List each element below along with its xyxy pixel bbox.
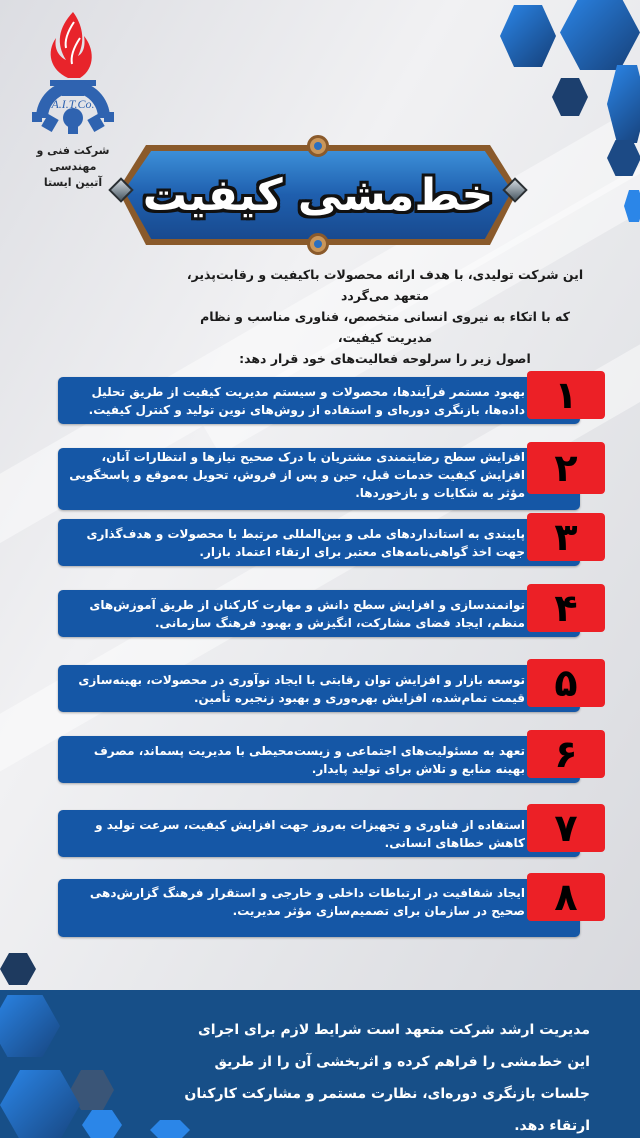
principle-text: توانمندسازی و افزایش سطح دانش و مهارت کارکنان از طریق آموزش‌های منظم، ایجاد فضای مشارکت، انگیزش و بهبود فرهنگ سازمانی. [89,598,525,630]
management-commitment-statement: مدیریت ارشد شرکت متعهد است شرایط لازم برای اجرای این خط‌مشی را فراهم کرده و اثربخشی آن را از طریق جلسات بازنگری دوره‌ای، نظارت مستمر و مشارکت کارکنان ارتقاء دهد. [184,1022,590,1134]
decorative-hexagon [0,953,36,985]
intro-line: این شرکت تولیدی، با هدف ارائه محصولات باکیفیت و رقابت‌پذیر، متعهد می‌گردد [186,267,584,303]
company-name-line1: شرکت فنی و مهندسی [36,144,110,173]
title-banner [118,145,518,245]
principle-number-badge: ۳ [527,513,605,561]
principle-item-6 [58,730,605,784]
principle-item-1 [58,371,605,425]
principle-item-2 [58,442,605,500]
company-logo [18,8,128,191]
principle-item-4 [58,584,605,638]
svg-text:A.I.T.Co.: A.I.T.Co. [51,97,95,111]
principle-text: افزایش سطح رضایتمندی مشتریان با درک صحیح نیازها و انتظارات آنان، افزایش کیفیت خدمات قبل، حین و پس از فروش، تحویل به‌موقع و پاسخگویی مؤثر به شکایات و بازخوردها. [69,450,525,500]
principle-number-badge: ۸ [527,873,605,921]
principle-text: استفاده از فناوری و تجهیزات به‌روز جهت افزایش کیفیت، سرعت تولید و کاهش خطاهای انسانی. [95,818,525,850]
principle-number-badge: ۲ [527,442,605,494]
page-title: خط‌مشی کیفیت [142,169,494,221]
principle-text: بهبود مستمر فرآیندها، محصولات و سیستم مدیریت کیفیت از طریق تحلیل داده‌ها، بازنگری دوره‌ای و استفاده از روش‌های نوین تولید و کنترل کیفیت. [88,385,525,417]
intro-line: که با اتکاء به نیروی انسانی متخصص، فناوری مناسب و نظام مدیریت کیفیت، [200,309,570,345]
decorative-hexagon [82,1110,122,1138]
company-name-line2: آتبین ایستا [43,176,103,189]
principle-text: ایجاد شفافیت در ارتباطات داخلی و خارجی و استقرار فرهنگ گزارش‌دهی صحیح در سازمان برای تصمیم‌سازی مؤثر مدیریت. [89,886,525,918]
principle-item-5 [58,659,605,713]
principle-text: تعهد به مسئولیت‌های اجتماعی و زیست‌محیطی با مدیریت پسماند، مصرف بهینه منابع و تلاش برای تولید پایدار. [93,744,525,776]
decorative-hexagon [500,5,556,67]
principle-item-8 [58,873,605,927]
torch-gear-icon [28,8,118,143]
decorative-hexagon [552,78,588,116]
principle-text: توسعه بازار و افزایش توان رقابتی با ایجاد نوآوری در محصولات، بهینه‌سازی قیمت تمام‌شده، افزایش بهره‌وری و بهبود زنجیره تأمین. [78,673,525,705]
principle-number-badge: ۴ [527,584,605,632]
principle-number-badge: ۷ [527,804,605,852]
principle-number-badge: ۱ [527,371,605,419]
principle-item-3 [58,513,605,567]
intro-line: اصول زیر را سرلوحه فعالیت‌های خود قرار دهد: [239,351,531,366]
decorative-hexagon [0,995,60,1057]
footer-panel [0,990,640,1138]
decorative-hexagon [0,1070,80,1138]
principle-text: پایبندی به استانداردهای ملی و بین‌المللی مرتبط با محصولات و هدف‌گذاری جهت اخذ گواهی‌نامه‌های معتبر برای ارتقاء اعتماد بازار. [86,527,525,559]
decorative-hexagon [560,0,640,70]
principle-number-badge: ۵ [527,659,605,707]
principle-number-badge: ۶ [527,730,605,778]
principle-item-7 [58,804,605,858]
intro-paragraph [180,264,590,369]
